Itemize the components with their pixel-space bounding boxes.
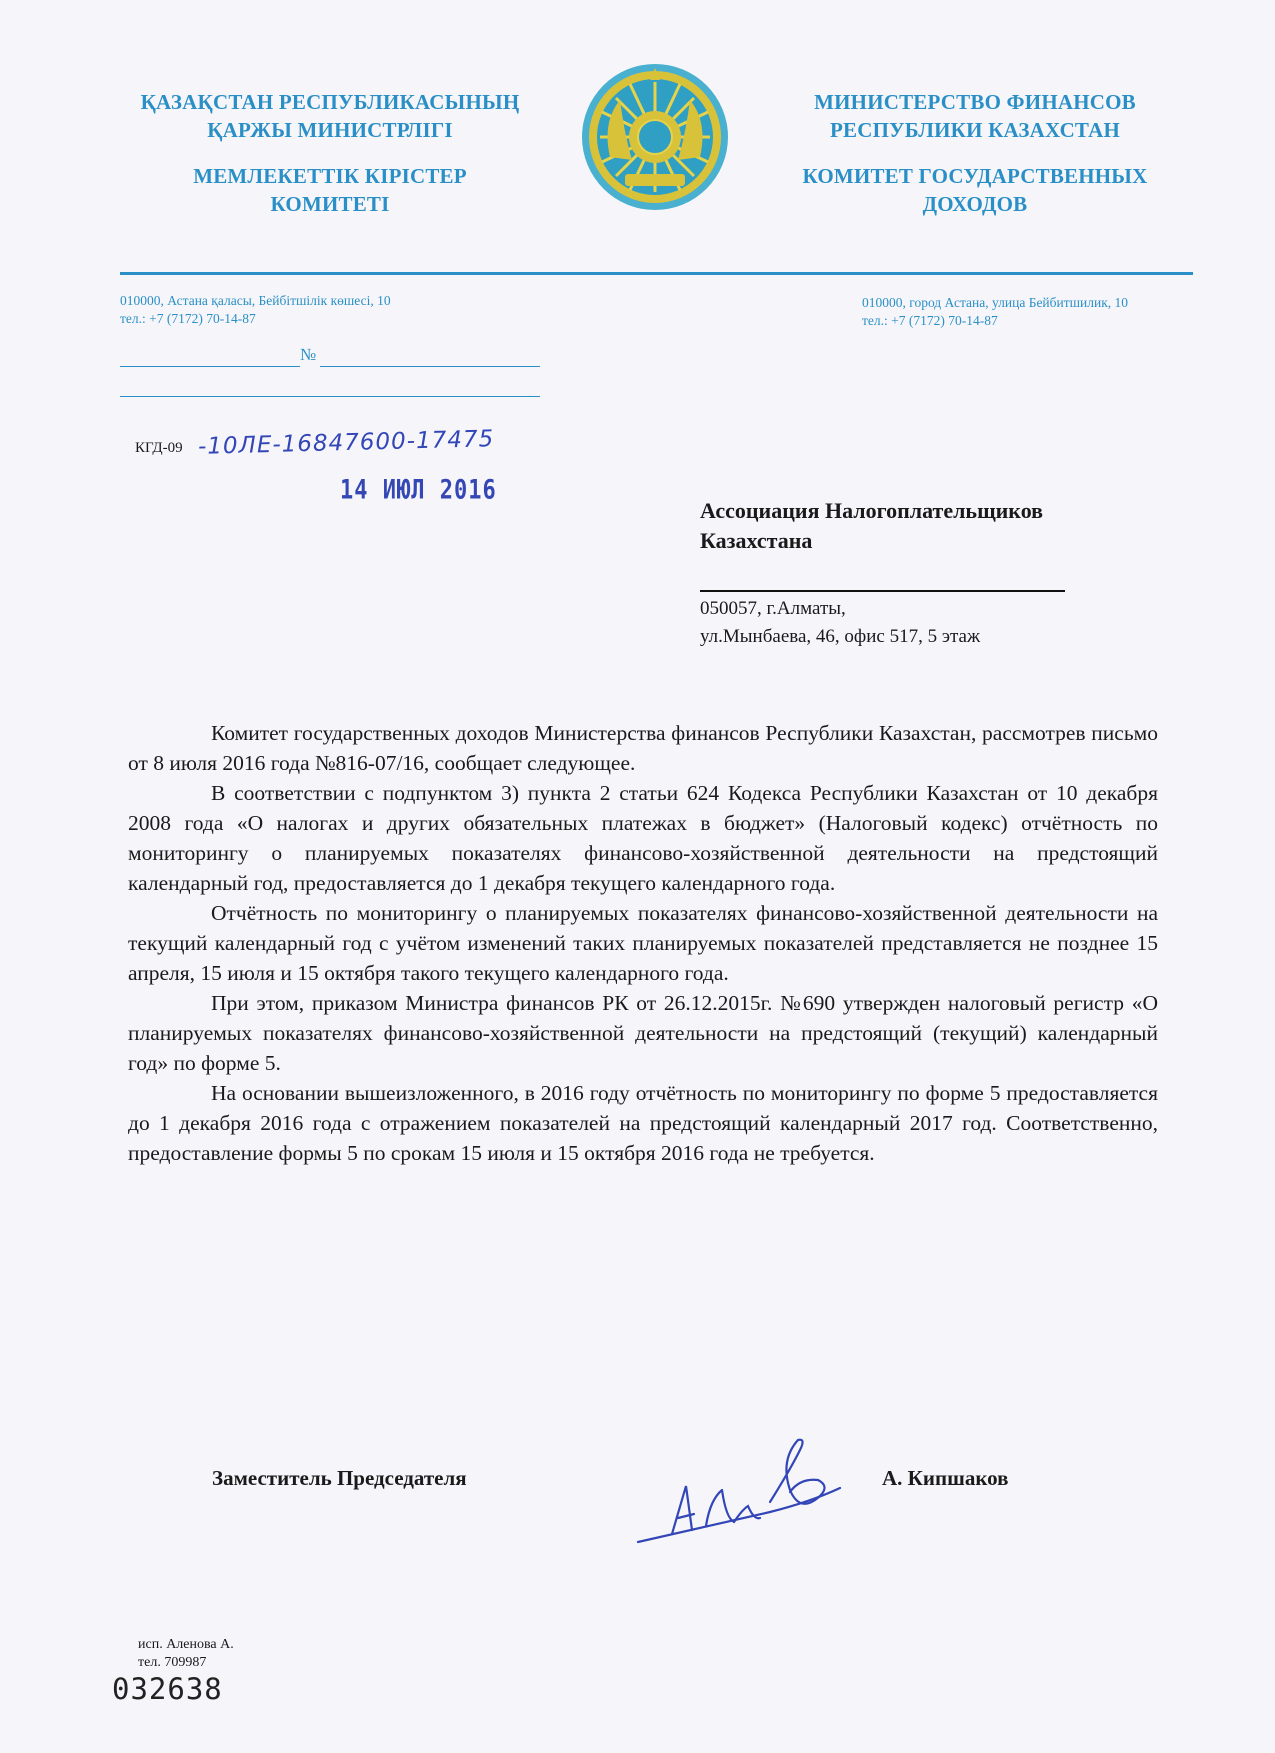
registration-number-sign: № <box>300 345 317 364</box>
recipient-address-line: 050057, г.Алматы, <box>700 598 846 619</box>
recipient-address <box>700 595 980 651</box>
registration-extra-line <box>120 396 540 397</box>
recipient-name-line: Казахстана <box>700 528 813 553</box>
recipient-divider <box>700 590 1065 592</box>
executor-line: тел. 709987 <box>138 1655 207 1670</box>
header-left <box>110 88 550 218</box>
header-left-line: МЕМЛЕКЕТТІК КІРІСТЕР <box>193 164 467 188</box>
outgoing-handwritten-number: -10ЛЕ-16847600-17475 <box>197 426 495 460</box>
signatory-position: Заместитель Председателя <box>212 1466 467 1490</box>
recipient-address-line: ул.Мынбаева, 46, офис 517, 5 этаж <box>700 626 981 647</box>
header-right-line: РЕСПУБЛИКИ КАЗАХСТАН <box>829 118 1120 142</box>
signatory-name: А. Кипшаков <box>882 1466 1009 1490</box>
registration-date-line <box>120 366 300 367</box>
signature-icon <box>630 1430 860 1560</box>
header-right <box>755 88 1195 218</box>
address-right <box>862 294 1128 330</box>
address-line: 010000, город Астана, улица Бейбитшилик, 10 <box>862 295 1129 310</box>
body-paragraph: Отчётность по мониторингу о планируемых показателях финансово-хозяйственной деятельности на текущий календарный год с учётом изменений таких планируемых показателей представляется не позднее 15 апреля, 15 июля и 15 октября такого текущего календарного года. <box>128 901 1158 985</box>
state-emblem-icon <box>580 62 730 212</box>
header-left-line: ҚАЗАҚСТАН РЕСПУБЛИКАСЫНЫҢ <box>140 90 520 114</box>
recipient-name-line: Ассоциация Налогоплательщиков <box>700 498 1044 523</box>
address-line: тел.: +7 (7172) 70-14-87 <box>120 311 256 326</box>
outgoing-prefix: КГД-09 <box>135 440 183 456</box>
executor-line: исп. Аленова А. <box>138 1637 234 1652</box>
body-paragraph: На основании вышеизложенного, в 2016 году отчётность по мониторингу по форме 5 предоставляется до 1 декабря 2016 года с отражением показателей на предстоящий календарный 2017 год. Соответственно, предоставление формы 5 по срокам 15 июля и 15 октября 2016 года не требуется. <box>128 1081 1158 1165</box>
executor-info <box>138 1636 234 1672</box>
recipient-name <box>700 496 1043 556</box>
letter-body <box>128 718 1158 1168</box>
body-paragraph: В соответствии с подпунктом 3) пункта 2 статьи 624 Кодекса Республики Казахстан от 10 декабря 2008 года «О налогах и других обязательных платежах в бюджет» (Налоговый кодекс) отчётность по мониторингу о планируемых показателях финансово-хозяйственной деятельности на предстоящий календарный год, предоставляется до 1 декабря текущего календарного года. <box>128 781 1158 895</box>
header-right-line: МИНИСТЕРСТВО ФИНАНСОВ <box>814 90 1136 114</box>
address-line: тел.: +7 (7172) 70-14-87 <box>862 313 998 328</box>
registration-number-line <box>320 366 540 367</box>
address-line: 010000, Астана қаласы, Бейбітшілік көшесі, 10 <box>120 293 391 308</box>
body-paragraph: Комитет государственных доходов Министерства финансов Республики Казахстан, рассмотрев письмо от 8 июля 2016 года №816-07/16, сообщает следующее. <box>128 721 1158 775</box>
header-divider <box>120 272 1193 275</box>
date-stamp: 14 ИЮЛ 2016 <box>340 475 497 506</box>
header-left-line: ҚАРЖЫ МИНИСТРЛІГІ <box>207 118 453 142</box>
header-left-line: КОМИТЕТІ <box>270 192 390 216</box>
header-right-line: КОМИТЕТ ГОСУДАРСТВЕННЫХ <box>802 164 1148 188</box>
serial-number: 032638 <box>112 1672 223 1706</box>
address-left <box>120 292 391 328</box>
header-right-line: ДОХОДОВ <box>922 192 1028 216</box>
body-paragraph: При этом, приказом Министра финансов РК от 26.12.2015г. №690 утвержден налоговый регистр «О планируемых показателях финансово-хозяйственной деятельности на предстоящий (текущий) календарный год» по форме 5. <box>128 991 1158 1075</box>
